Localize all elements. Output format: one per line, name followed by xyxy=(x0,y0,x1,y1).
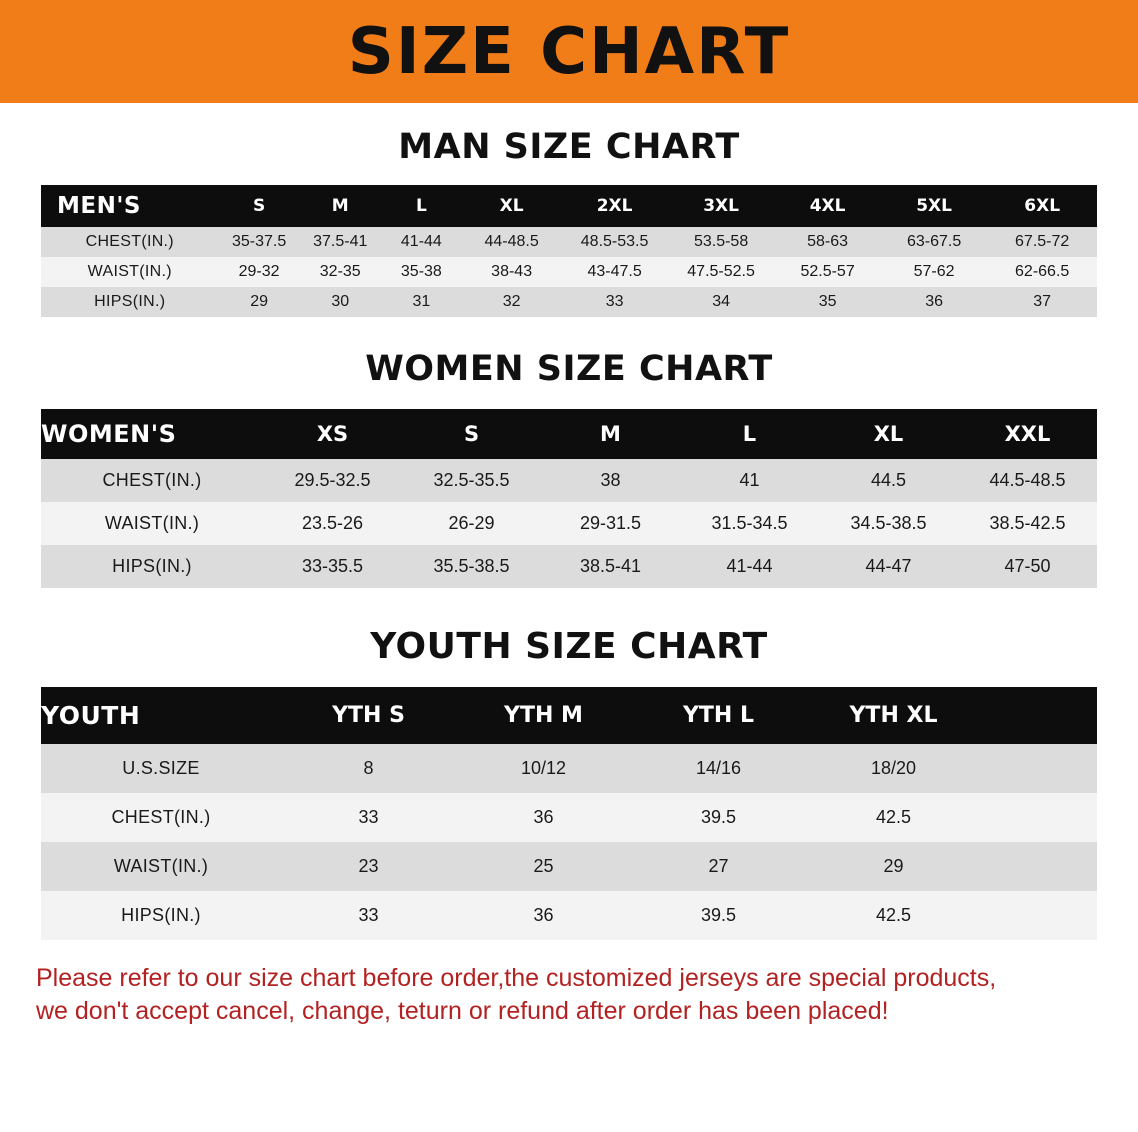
men-header-label: MEN'S xyxy=(57,193,141,219)
disclaimer-line-2: we don't accept cancel, change, teturn or refund after order has been placed! xyxy=(36,997,889,1025)
men-waist-s: 29-32 xyxy=(219,257,300,287)
youth-ussize-ythm: 10/12 xyxy=(456,744,631,793)
men-hips-xl: 32 xyxy=(462,287,561,317)
youth-ussize-ythxl: 18/20 xyxy=(806,744,981,793)
men-header-m: M xyxy=(331,196,349,216)
youth-chest-yths: 33 xyxy=(281,793,456,842)
women-header-s: S xyxy=(463,422,480,446)
youth-header-ythl: YTH L xyxy=(682,703,755,728)
women-chest-l: 41 xyxy=(680,459,819,502)
men-header-s: S xyxy=(252,196,266,216)
disclaimer-line-1: Please refer to our size chart before order,the customized jerseys are special products, xyxy=(36,964,997,992)
women-header-label: WOMEN'S xyxy=(41,420,177,448)
men-size-table xyxy=(41,185,1097,317)
men-table-wrapper xyxy=(41,185,1097,317)
page-title: SIZE CHART xyxy=(347,14,791,89)
men-waist-m: 32-35 xyxy=(300,257,381,287)
men-row-label-waist: WAIST(IN.) xyxy=(41,257,219,287)
women-header-xs: XS xyxy=(316,422,349,446)
youth-waist-yths: 23 xyxy=(281,842,456,891)
women-row-label-hips: HIPS(IN.) xyxy=(41,545,263,588)
table-row xyxy=(41,227,1097,257)
men-header-4xl: 4XL xyxy=(809,196,846,216)
youth-waist-ythl: 27 xyxy=(631,842,806,891)
men-waist-3xl: 47.5-52.5 xyxy=(668,257,775,287)
youth-header-ythxl: YTH XL xyxy=(849,703,938,728)
women-chest-xl: 44.5 xyxy=(819,459,958,502)
youth-ussize-ythl: 14/16 xyxy=(631,744,806,793)
youth-hips-ythxl: 42.5 xyxy=(806,891,981,940)
men-chest-s: 35-37.5 xyxy=(219,227,300,257)
men-waist-xl: 38-43 xyxy=(462,257,561,287)
men-hips-2xl: 33 xyxy=(561,287,668,317)
women-size-table xyxy=(41,409,1097,588)
youth-waist-ythxl: 29 xyxy=(806,842,981,891)
women-waist-l: 31.5-34.5 xyxy=(680,502,819,545)
men-hips-3xl: 34 xyxy=(668,287,775,317)
men-header-5xl: 5XL xyxy=(916,196,952,216)
men-chest-xl: 44-48.5 xyxy=(462,227,561,257)
table-row xyxy=(41,545,1097,588)
youth-size-table xyxy=(41,687,1097,940)
women-waist-xxl: 38.5-42.5 xyxy=(958,502,1097,545)
men-hips-s: 29 xyxy=(219,287,300,317)
table-row xyxy=(41,891,1097,940)
men-hips-5xl: 36 xyxy=(881,287,988,317)
men-header-2xl: 2XL xyxy=(596,196,633,216)
women-row-label-chest: CHEST(IN.) xyxy=(41,459,263,502)
men-header-6xl: 6XL xyxy=(1024,196,1061,216)
youth-row-label-hips: HIPS(IN.) xyxy=(41,891,281,940)
youth-hips-ythl: 39.5 xyxy=(631,891,806,940)
women-row-label-waist: WAIST(IN.) xyxy=(41,502,263,545)
men-chest-4xl: 58-63 xyxy=(774,227,881,257)
youth-header-spacer xyxy=(981,687,1097,744)
youth-chest-ythxl: 42.5 xyxy=(806,793,981,842)
table-row xyxy=(41,502,1097,545)
youth-header-ythm: YTH M xyxy=(504,703,583,728)
women-hips-xs: 33-35.5 xyxy=(263,545,402,588)
men-row-label-hips: HIPS(IN.) xyxy=(41,287,219,317)
table-row xyxy=(41,744,1097,793)
men-header-row xyxy=(41,185,1097,227)
table-row xyxy=(41,842,1097,891)
youth-hips-spacer xyxy=(981,891,1097,940)
men-waist-2xl: 43-47.5 xyxy=(561,257,668,287)
table-row xyxy=(41,257,1097,287)
women-header-l: L xyxy=(742,422,757,446)
women-header-xxl: XXL xyxy=(1004,422,1051,446)
youth-hips-yths: 33 xyxy=(281,891,456,940)
women-chest-m: 38 xyxy=(541,459,680,502)
men-chest-5xl: 63-67.5 xyxy=(881,227,988,257)
youth-waist-spacer xyxy=(981,842,1097,891)
men-header-3xl: 3XL xyxy=(703,196,739,216)
youth-hips-ythm: 36 xyxy=(456,891,631,940)
youth-header-row xyxy=(41,687,1097,744)
youth-row-label-waist: WAIST(IN.) xyxy=(41,842,281,891)
youth-chest-ythl: 39.5 xyxy=(631,793,806,842)
men-hips-6xl: 37 xyxy=(987,287,1097,317)
women-section-title: WOMEN SIZE CHART xyxy=(365,349,773,389)
women-waist-xs: 23.5-26 xyxy=(263,502,402,545)
youth-ussize-spacer xyxy=(981,744,1097,793)
women-chest-xs: 29.5-32.5 xyxy=(263,459,402,502)
men-waist-l: 35-38 xyxy=(381,257,462,287)
men-header-l: L xyxy=(415,196,427,216)
women-header-row xyxy=(41,409,1097,459)
women-hips-m: 38.5-41 xyxy=(541,545,680,588)
women-hips-s: 35.5-38.5 xyxy=(402,545,541,588)
youth-table-wrapper xyxy=(41,687,1097,940)
men-waist-6xl: 62-66.5 xyxy=(987,257,1097,287)
youth-chest-ythm: 36 xyxy=(456,793,631,842)
women-waist-m: 29-31.5 xyxy=(541,502,680,545)
youth-chest-spacer xyxy=(981,793,1097,842)
women-table-wrapper xyxy=(41,409,1097,588)
women-chest-s: 32.5-35.5 xyxy=(402,459,541,502)
men-header-xl: XL xyxy=(499,196,524,216)
youth-waist-ythm: 25 xyxy=(456,842,631,891)
men-chest-2xl: 48.5-53.5 xyxy=(561,227,668,257)
women-waist-s: 26-29 xyxy=(402,502,541,545)
youth-ussize-yths: 8 xyxy=(281,744,456,793)
women-chest-xxl: 44.5-48.5 xyxy=(958,459,1097,502)
table-row xyxy=(41,793,1097,842)
men-chest-3xl: 53.5-58 xyxy=(668,227,775,257)
men-waist-4xl: 52.5-57 xyxy=(774,257,881,287)
disclaimer-note xyxy=(36,962,1102,1028)
women-hips-l: 41-44 xyxy=(680,545,819,588)
man-section-title: MAN SIZE CHART xyxy=(398,127,740,167)
men-chest-l: 41-44 xyxy=(381,227,462,257)
men-chest-6xl: 67.5-72 xyxy=(987,227,1097,257)
table-row xyxy=(41,287,1097,317)
men-chest-m: 37.5-41 xyxy=(300,227,381,257)
women-hips-xxl: 47-50 xyxy=(958,545,1097,588)
women-waist-xl: 34.5-38.5 xyxy=(819,502,958,545)
men-waist-5xl: 57-62 xyxy=(881,257,988,287)
men-hips-m: 30 xyxy=(300,287,381,317)
women-header-m: M xyxy=(600,422,621,446)
youth-row-label-chest: CHEST(IN.) xyxy=(41,793,281,842)
table-row xyxy=(41,459,1097,502)
youth-header-label: YOUTH xyxy=(41,701,141,730)
banner xyxy=(0,0,1138,103)
women-header-xl: XL xyxy=(873,422,904,446)
youth-header-yths: YTH S xyxy=(332,703,405,728)
men-hips-l: 31 xyxy=(381,287,462,317)
men-hips-4xl: 35 xyxy=(774,287,881,317)
men-row-label-chest: CHEST(IN.) xyxy=(41,227,219,257)
youth-row-label-ussize: U.S.SIZE xyxy=(41,744,281,793)
women-hips-xl: 44-47 xyxy=(819,545,958,588)
youth-section-title: YOUTH SIZE CHART xyxy=(370,626,768,667)
